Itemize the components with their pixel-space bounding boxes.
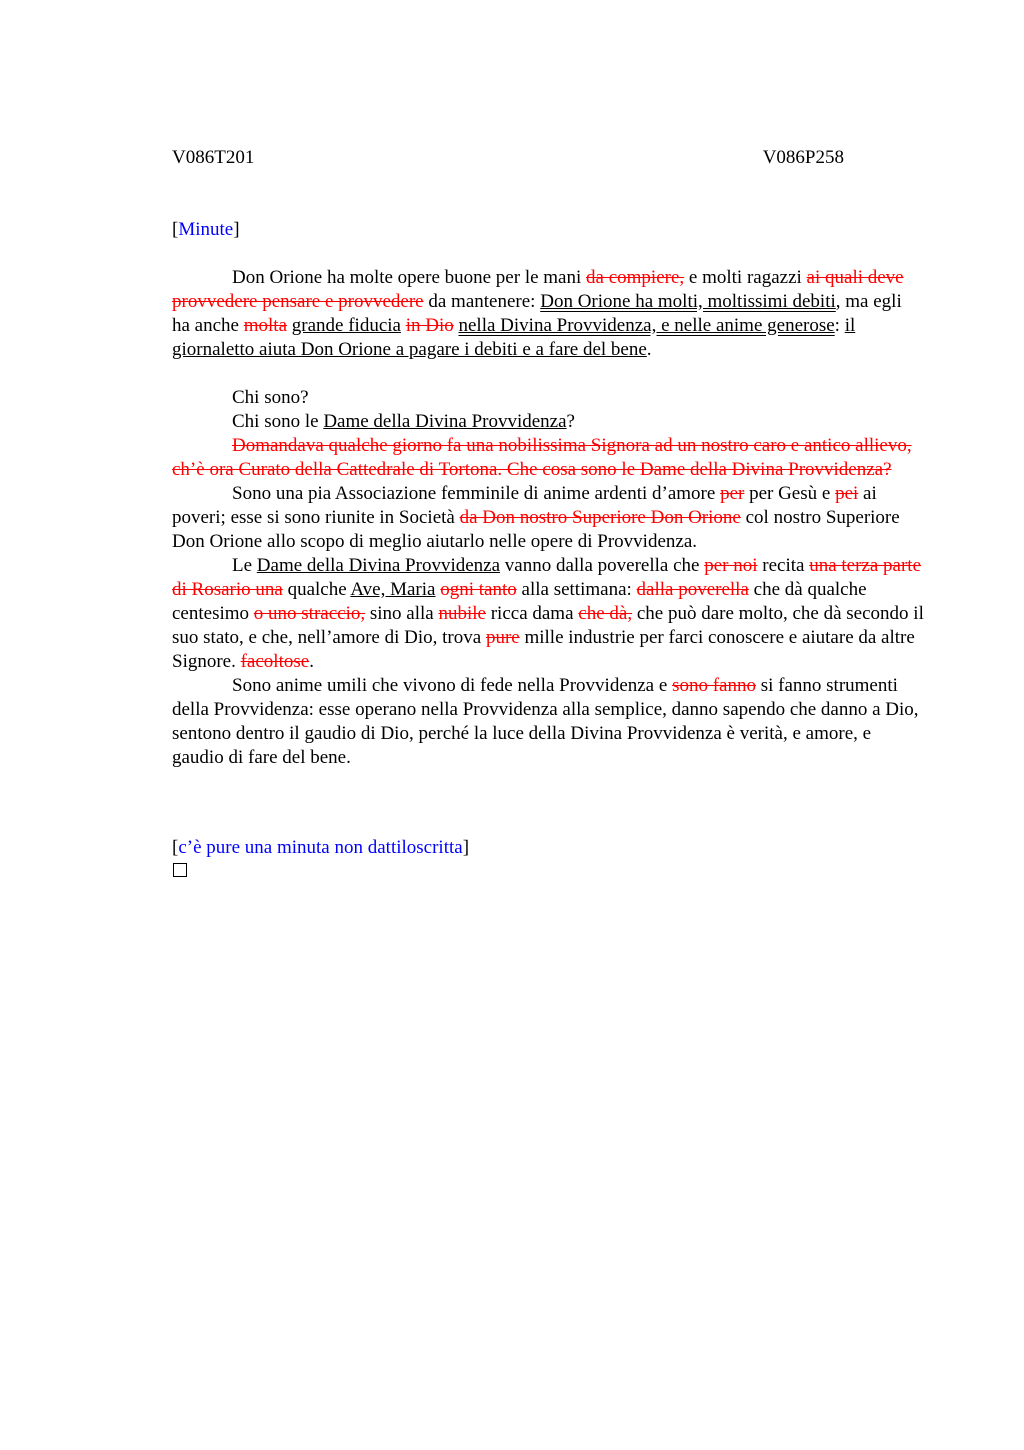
deleted-text: sono fanno — [672, 675, 756, 696]
underlined-text: Ave, Maria — [350, 579, 436, 600]
text-run: ricca dama — [485, 603, 579, 624]
underlined-text: grande fiducia — [291, 315, 401, 336]
text-run: Sono una pia Associazione femminile di anime ardenti d’amore — [232, 483, 721, 504]
text-run: si fanno strumenti della Provvidenza: esse operano nella Provvidenza alla semplice, danno sapendo che danno a Dio, sentono dentro il gaudio di Dio, perché la luce della Divina Provvidenza è verità, e amore, e gaudio di fare del bene. — [172, 675, 919, 768]
text-run: ai poveri; esse si sono riunite in Società — [172, 483, 877, 528]
deleted-text: ogni tanto — [440, 579, 517, 600]
question-dame — [172, 410, 924, 434]
deleted-text: pure — [485, 627, 520, 648]
double-underlined-text: nella Divina Provvidenza, e nelle anime generose — [458, 315, 835, 336]
text-run: mille industrie per farci conoscere e aiutare da altre Signore. — [172, 627, 915, 672]
paragraph-anime — [172, 674, 924, 770]
text-run: e molti ragazzi — [684, 267, 807, 288]
deleted-text: da compiere, — [586, 267, 685, 288]
text-run: Don Orione ha molte opere buone per le mani — [232, 267, 587, 288]
deleted-text: facoltose — [240, 651, 310, 672]
deleted-paragraph: Domandava qualche giorno fa una nobilissima Signora ad un nostro caro e antico allievo, ch’è ora Curato della Cattedrale di Tortona. Che cosa sono le Dame della Divina Provvidenza? — [172, 435, 912, 480]
text-run: Sono anime umili che vivono di fede nella Provvidenza e — [232, 675, 673, 696]
underlined-text: Dame della Divina Provvidenza — [256, 555, 501, 576]
text-run: recita — [757, 555, 810, 576]
page-header — [172, 146, 844, 170]
editorial-note-text: c’è pure una minuta non dattiloscritta — [178, 837, 463, 858]
text-run: col nostro Superiore Don Orione allo scopo di meglio aiutarlo nelle opere di Provvidenza. — [172, 507, 900, 552]
minute-label-text: Minute — [178, 219, 234, 240]
deleted-text: o uno straccio, — [253, 603, 366, 624]
text-run: : — [834, 315, 845, 336]
deleted-text: dalla poverella — [636, 579, 749, 600]
text-run: per Gesù e — [744, 483, 836, 504]
text-run: . — [309, 651, 314, 672]
editorial-note: [c’è pure una minuta non dattiloscritta] — [172, 837, 470, 858]
paragraph-intro — [172, 266, 924, 362]
text-run: qualche — [282, 579, 351, 600]
document-body — [172, 266, 924, 770]
deleted-text: pei — [835, 483, 859, 504]
document-code: V086T201 — [172, 147, 255, 168]
text-run: che dà qualche centesimo — [172, 579, 867, 624]
paragraph-association — [172, 482, 924, 554]
paragraph-gap — [172, 362, 924, 386]
deleted-text: una terza parte di Rosario una — [172, 555, 921, 600]
deleted-text: nubile — [438, 603, 486, 624]
text-run: Le — [232, 555, 257, 576]
underlined-text: Dame della Divina Provvidenza — [323, 411, 567, 432]
question-who: Chi sono? — [232, 387, 309, 408]
text-run: sino alla — [365, 603, 439, 624]
text-run: vanno dalla poverella che — [500, 555, 705, 576]
text-run: . — [646, 339, 652, 360]
deleted-text: in Dio — [405, 315, 454, 336]
paragraph-dame — [172, 554, 924, 674]
text-run: ? — [566, 411, 575, 432]
text-run: , ma egli ha anche — [172, 291, 902, 336]
text-run: Chi sono le — [232, 411, 324, 432]
deleted-text: per noi — [704, 555, 758, 576]
deleted-text: che dà, — [578, 603, 633, 624]
double-underlined-text: Don Orione ha molti, moltissimi debiti — [540, 291, 836, 312]
underlined-text: il giornaletto aiuta Don Orione a pagare i debiti e a fare del bene — [172, 315, 856, 360]
empty-box-icon — [173, 863, 187, 877]
deleted-text: ai quali deve provvedere pensare e provvedere — [172, 267, 904, 312]
minute-label: [Minute] — [172, 219, 240, 240]
deleted-text: molta — [243, 315, 288, 336]
text-run: che può dare molto, che dà secondo il suo stato, e che, nell’amore di Dio, trova — [172, 603, 924, 648]
text-run: da mantenere: — [423, 291, 541, 312]
page-code: V086P258 — [762, 147, 844, 168]
deleted-text: per — [720, 483, 745, 504]
text-run: alla settimana: — [516, 579, 637, 600]
deleted-text: da Don nostro Superiore Don Orione — [459, 507, 741, 528]
